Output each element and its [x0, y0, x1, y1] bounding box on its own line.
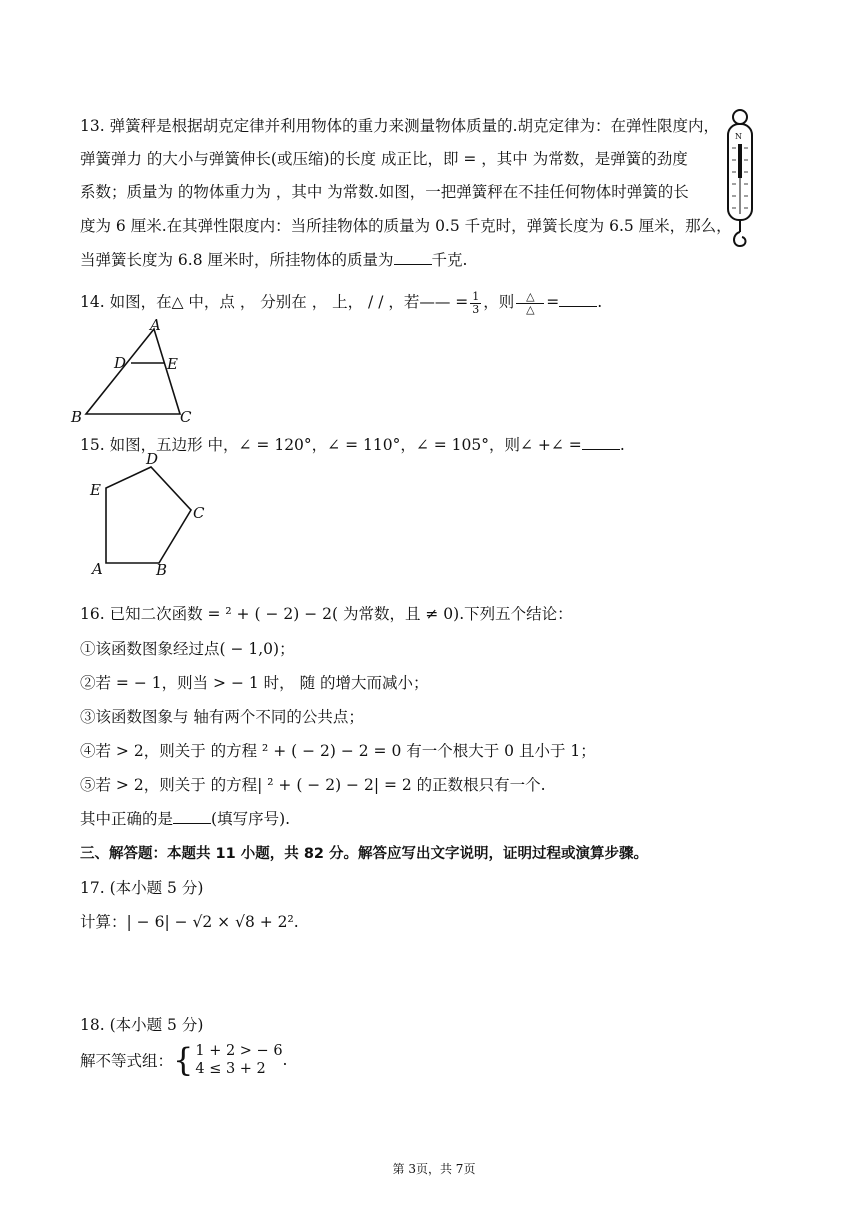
q16-answer-blank	[173, 809, 211, 824]
q14-answer-blank	[559, 292, 597, 307]
q15-label-b: B	[156, 561, 168, 579]
q14-label-e: E	[167, 355, 178, 373]
q15-label-e: E	[90, 481, 101, 499]
q18-system	[195, 1042, 282, 1078]
q15-text: 15. 如图，五边形 中，∠ = 120°，∠ = 110°，∠ = 105°，则∠ +∠ =	[80, 436, 582, 454]
q18-header: 18. (本小题 5 分)	[80, 1016, 204, 1034]
q13-line-5-unit: 千克.	[431, 251, 468, 269]
q16-answer-text: 其中正确的是	[80, 810, 174, 828]
q16-conclusion-3: ③该函数图象与 轴有两个不同的公共点；	[80, 708, 364, 726]
q14-area-denominator: △	[526, 302, 535, 316]
q14-label-c: C	[180, 408, 192, 426]
q17-body	[80, 910, 299, 932]
q13-line-4: 度为 6 厘米.在其弹性限度内：当所挂物体的质量为 0.5 千克时，弹簧长度为 6.5 厘米，那么，	[80, 217, 732, 235]
q14-equals: =	[546, 293, 560, 311]
q18-brace: {	[173, 1041, 194, 1079]
q18-inequality-2: 4 ≤ 3 + 2	[195, 1061, 266, 1077]
q16-stem: 16. 已知二次函数 = ² + ( − 2) − 2( 为常数，且 ≠ 0).下列五个结论：	[80, 605, 573, 623]
q15-label-d: D	[146, 450, 159, 468]
scale-unit-label: N	[735, 132, 742, 141]
q14-fraction-numerator: 1	[472, 289, 480, 303]
q13-line-5	[80, 248, 467, 270]
q16-answer-line	[80, 807, 290, 829]
q16-answer-note: (填写序号).	[211, 810, 291, 828]
q14-stem	[80, 290, 602, 316]
q14-then: ，则	[483, 293, 515, 311]
q13-line-3: 系数；质量为 的物体重力为 ，其中 为常数.如图，一把弹簧秤在不挂任何物体时弹簧的长	[80, 183, 689, 201]
q14-area-numerator: △	[516, 291, 544, 304]
q13-line-2: 弹簧弹力 的大小与弹簧伸长(或压缩)的长度 成正比，即 = ，其中 为常数，是弹簧的劲度	[80, 150, 688, 168]
q16-conclusion-4: ④若 > 2，则关于 的方程 ² + ( − 2) − 2 = 0 有一个根大于 0 且小于 1；	[80, 742, 596, 760]
q14-text: 14. 如图，在△ 中，点 ， 分别在 ， 上， / / ，若—— =	[80, 293, 469, 311]
q14-label-b: B	[71, 408, 83, 426]
q15-label-c: C	[193, 504, 205, 522]
q18-body	[80, 1042, 287, 1078]
q16-conclusion-5: ⑤若 > 2，则关于 的方程| ² + ( − 2) − 2| = 2 的正数根只有一个.	[80, 776, 546, 794]
q18-suffix: .	[282, 1051, 288, 1069]
page-footer: 第 3页，共 7页	[392, 1162, 476, 1176]
section-3-heading: 三、解答题：本题共 11 小题，共 82 分。解答应写出文字说明，证明过程或演算步骤。	[80, 846, 649, 862]
q14-label-a: A	[150, 316, 161, 334]
q14-period: .	[597, 293, 603, 311]
q17-expression: | − 6| − √2 × √8 + 2².	[126, 913, 299, 931]
q15-pentagon-figure	[84, 448, 214, 580]
q15-period: .	[619, 436, 625, 454]
q15-answer-blank	[582, 435, 620, 450]
q18-inequality-1: 1 + 2 > − 6	[195, 1043, 283, 1059]
q14-area-fraction	[516, 291, 544, 316]
q15-label-a: A	[92, 560, 103, 578]
q16-conclusion-2: ②若 = − 1，则当 > − 1 时， 随 的增大而减小；	[80, 674, 429, 692]
spring-scale-figure	[722, 108, 758, 253]
q16-conclusion-1: ①该函数图象经过点( − 1,0)；	[80, 640, 295, 658]
q14-label-d: D	[114, 354, 127, 372]
q13-line-1: 13. 弹簧秤是根据胡克定律并利用物体的重力来测量物体质量的.胡克定律为：在弹性限度内，	[80, 117, 720, 135]
q14-ratio-fraction	[470, 291, 481, 316]
q13-line-5-text: 当弹簧长度为 6.8 厘米时，所挂物体的质量为	[80, 251, 394, 269]
q14-fraction-denominator: 3	[472, 302, 480, 316]
q13-answer-blank	[394, 250, 432, 265]
q17-header: 17. (本小题 5 分)	[80, 879, 204, 897]
q17-prefix: 计算：	[80, 913, 127, 931]
q18-prefix: 解不等式组：	[80, 1052, 174, 1070]
q14-triangle-figure	[66, 316, 206, 426]
